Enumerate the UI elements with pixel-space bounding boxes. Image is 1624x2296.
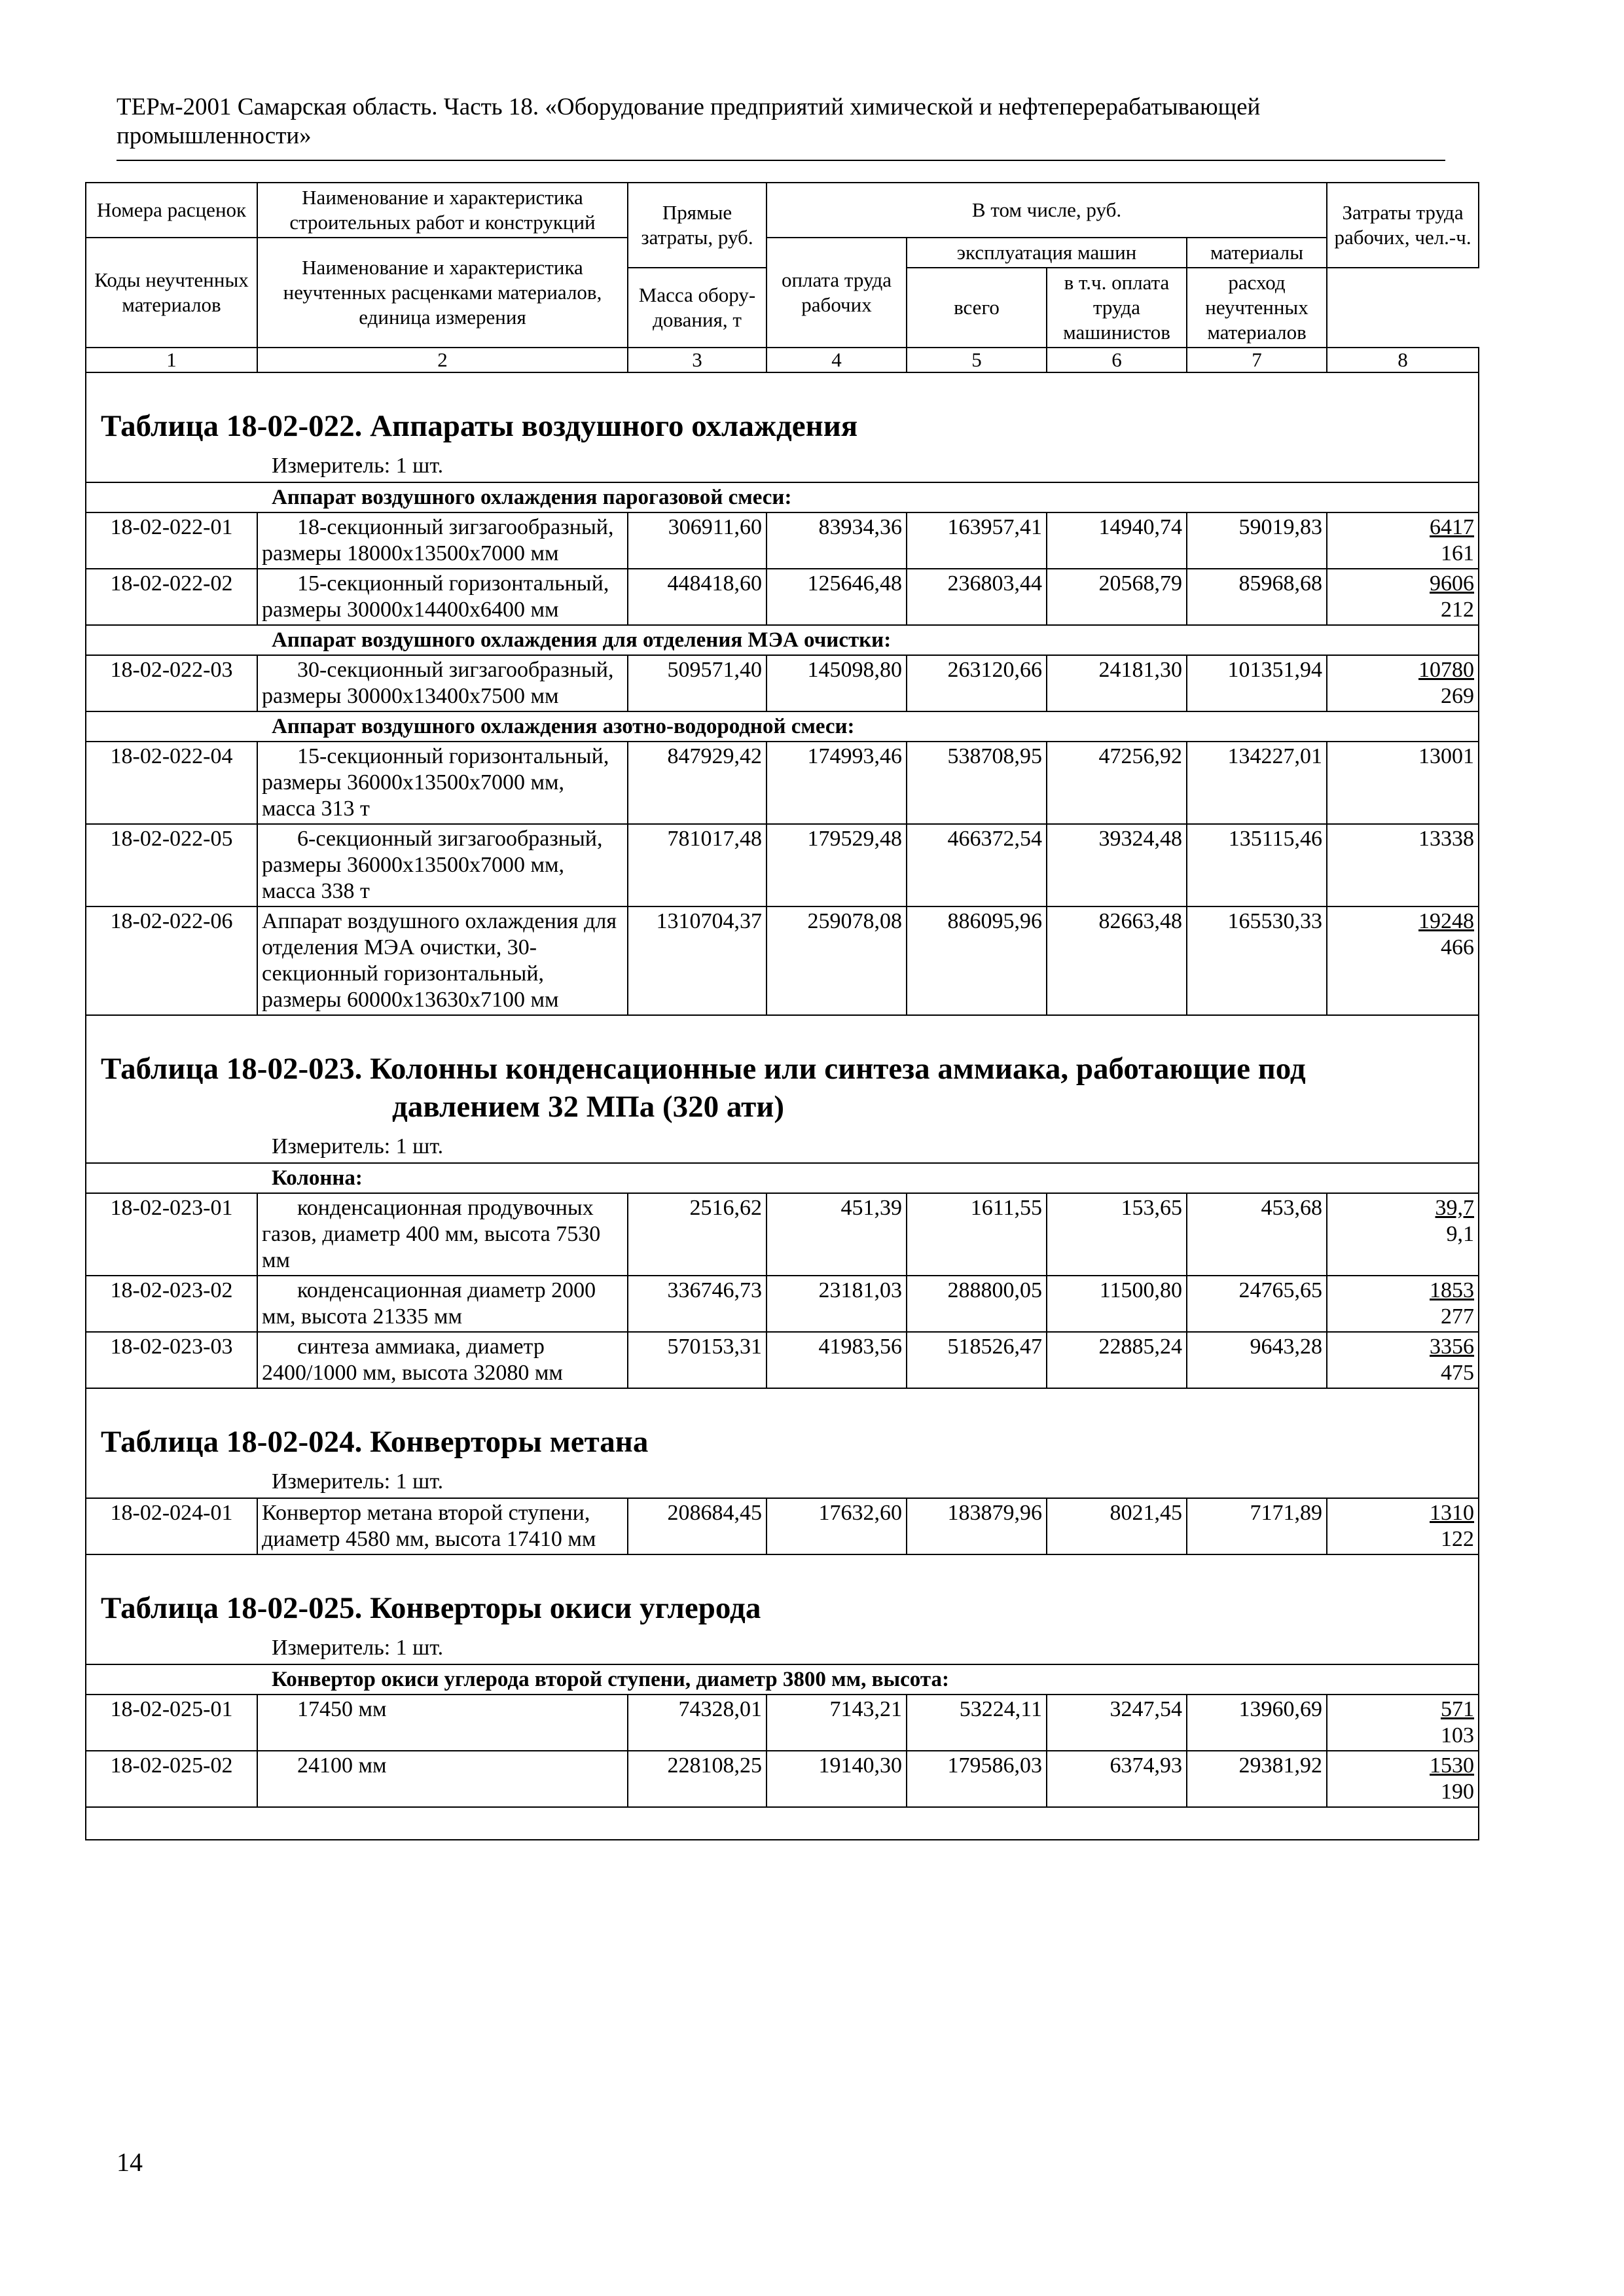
- rate-name-text: конденсационная диаметр 2000 мм, высота 21335 мм: [262, 1278, 596, 1329]
- rate-name: [257, 906, 628, 1015]
- price-table: [85, 182, 1479, 1840]
- table-row: [86, 569, 1479, 625]
- machines-total: 163957,41: [907, 512, 1047, 569]
- table-row: [86, 1498, 1479, 1554]
- operators-pay: 47256,92: [1047, 742, 1187, 824]
- equipment-mass: 466: [1441, 935, 1475, 960]
- document-title: ТЕРм-2001 Самарская область. Часть 18. «Оборудование предприятий химической и нефтеперерабатывающей: [117, 94, 1261, 120]
- operators-pay: 14940,74: [1047, 512, 1187, 569]
- machines-total: 183879,96: [907, 1498, 1047, 1554]
- table-row: [86, 512, 1479, 569]
- machines-total: 53224,11: [907, 1695, 1047, 1751]
- labor-hours-cell: [1327, 1332, 1479, 1388]
- group-caption: Конвертор окиси углерода второй ступени, диаметр 3800 мм, высота:: [86, 1664, 1479, 1695]
- rate-name: [257, 1193, 628, 1276]
- equipment-mass: 269: [1441, 684, 1475, 708]
- labor-hours-cell: [1327, 1498, 1479, 1554]
- col-machines: эксплуатация машин: [907, 238, 1187, 268]
- rate-name-text: 18-секционный зигзагообразный, размеры 18000x13500x7000 мм: [262, 515, 614, 565]
- labor-pay: 145098,80: [767, 655, 907, 711]
- col-number: 3: [628, 348, 767, 372]
- col-labor-hours: Затраты труда рабочих, чел.-ч.: [1327, 183, 1479, 268]
- table-row: [86, 824, 1479, 906]
- col-operators-pay: в т.ч. оплата труда машинистов: [1047, 268, 1187, 348]
- direct-costs: 570153,31: [628, 1332, 767, 1388]
- rate-code: 18-02-025-01: [86, 1695, 257, 1751]
- col-including: В том числе, руб.: [767, 183, 1327, 238]
- unit-row: [86, 1466, 1479, 1498]
- rate-name-text: 17450 мм: [297, 1697, 387, 1721]
- col-number: 4: [767, 348, 907, 372]
- group-caption-row: [86, 1163, 1479, 1193]
- table-end-spacer: [86, 1807, 1479, 1840]
- rate-name-text: Аппарат воздушного охлаждения для отделения МЭА очистки, 30-секционный горизонтальный, размеры 60000x13630x7100 мм: [262, 909, 617, 1012]
- labor-pay: 19140,30: [767, 1751, 907, 1807]
- unit-label: Измеритель: 1 шт.: [86, 450, 1479, 482]
- equipment-mass: 475: [1441, 1361, 1475, 1385]
- rate-name: [257, 1332, 628, 1388]
- group-caption-row: [86, 711, 1479, 742]
- machines-total: 538708,95: [907, 742, 1047, 824]
- direct-costs: 1310704,37: [628, 906, 767, 1015]
- rate-name-text: синтеза аммиака, диаметр 2400/1000 мм, высота 32080 мм: [262, 1335, 563, 1385]
- labor-hours-cell: [1327, 906, 1479, 1015]
- table-title-row: [86, 372, 1479, 450]
- group-caption-row: [86, 625, 1479, 655]
- direct-costs: 306911,60: [628, 512, 767, 569]
- operators-pay: 6374,93: [1047, 1751, 1187, 1807]
- table-row: [86, 655, 1479, 711]
- rate-code: 18-02-023-02: [86, 1276, 257, 1332]
- table-title: [86, 1388, 1479, 1466]
- labor-hours: 1853: [1430, 1278, 1475, 1302]
- table-title-line: Таблица 18-02-024. Конверторы метана: [101, 1425, 649, 1459]
- rate-name: [257, 1751, 628, 1807]
- rate-name-text: конденсационная продувочных газов, диаметр 400 мм, высота 7530 мм: [262, 1196, 601, 1272]
- table-row: [86, 1276, 1479, 1332]
- materials-cost: 101351,94: [1187, 655, 1327, 711]
- table-row: [86, 1695, 1479, 1751]
- table-title: [86, 1554, 1479, 1632]
- direct-costs: 509571,40: [628, 655, 767, 711]
- labor-pay: 7143,21: [767, 1695, 907, 1751]
- materials-cost: 29381,92: [1187, 1751, 1327, 1807]
- rate-name: [257, 512, 628, 569]
- col-number: 1: [86, 348, 257, 372]
- unit-row: [86, 450, 1479, 482]
- table-title: [86, 372, 1479, 450]
- operators-pay: 11500,80: [1047, 1276, 1187, 1332]
- direct-costs: 228108,25: [628, 1751, 767, 1807]
- col-rate-numbers: Номера расценок: [86, 183, 257, 238]
- rate-name-text: Конвертор метана второй ступени, диаметр 4580 мм, высота 17410 мм: [262, 1501, 596, 1551]
- operators-pay: 24181,30: [1047, 655, 1187, 711]
- labor-hours-cell: [1327, 742, 1479, 824]
- direct-costs: 847929,42: [628, 742, 767, 824]
- table-title-line: Таблица 18-02-022. Аппараты воздушного охлаждения: [101, 409, 858, 443]
- direct-costs: 448418,60: [628, 569, 767, 625]
- equipment-mass: 277: [1441, 1304, 1475, 1329]
- table-end-spacer-cell: [86, 1807, 1479, 1840]
- machines-total: 236803,44: [907, 569, 1047, 625]
- table-title-line: Таблица 18-02-025. Конверторы окиси углерода: [101, 1591, 761, 1625]
- group-caption: Колонна:: [86, 1163, 1479, 1193]
- labor-hours-cell: [1327, 1276, 1479, 1332]
- labor-hours-cell: [1327, 655, 1479, 711]
- table-row: [86, 906, 1479, 1015]
- labor-hours: 571: [1441, 1697, 1475, 1721]
- operators-pay: 22885,24: [1047, 1332, 1187, 1388]
- labor-pay: 41983,56: [767, 1332, 907, 1388]
- col-machines-total: всего: [907, 268, 1047, 348]
- unit-row: [86, 1632, 1479, 1664]
- rate-name-text: 24100 мм: [297, 1753, 387, 1778]
- labor-pay: 451,39: [767, 1193, 907, 1276]
- machines-total: 1611,55: [907, 1193, 1047, 1276]
- labor-pay: 179529,48: [767, 824, 907, 906]
- labor-hours: 6417: [1430, 515, 1475, 539]
- operators-pay: 153,65: [1047, 1193, 1187, 1276]
- header-rule: [117, 160, 1445, 161]
- materials-cost: 134227,01: [1187, 742, 1327, 824]
- operators-pay: 82663,48: [1047, 906, 1187, 1015]
- rate-code: 18-02-023-03: [86, 1332, 257, 1388]
- table-row: [86, 1751, 1479, 1807]
- materials-cost: 165530,33: [1187, 906, 1327, 1015]
- unit-label: Измеритель: 1 шт.: [86, 1131, 1479, 1163]
- labor-hours: 39,7: [1435, 1196, 1475, 1220]
- materials-cost: 9643,28: [1187, 1332, 1327, 1388]
- unit-row: [86, 1131, 1479, 1163]
- rate-code: 18-02-022-03: [86, 655, 257, 711]
- labor-hours: 13338: [1418, 827, 1475, 851]
- operators-pay: 8021,45: [1047, 1498, 1187, 1554]
- labor-pay: 83934,36: [767, 512, 907, 569]
- rate-name: [257, 1695, 628, 1751]
- rate-name-text: 6-секционный зигзагообразный, размеры 36000x13500x7000 мм, масса 338 т: [262, 827, 603, 903]
- group-caption-row: [86, 482, 1479, 512]
- rate-name: [257, 1276, 628, 1332]
- rate-code: 18-02-025-02: [86, 1751, 257, 1807]
- col-direct-costs: Прямые затраты, руб.: [628, 183, 767, 268]
- labor-hours: 13001: [1418, 744, 1475, 768]
- col-materials: материалы: [1187, 238, 1327, 268]
- col-number: 8: [1327, 348, 1479, 372]
- group-caption: Аппарат воздушного охлаждения парогазовой смеси:: [86, 482, 1479, 512]
- table-title-line: давлением 32 МПа (320 ати): [392, 1090, 784, 1124]
- equipment-mass: 190: [1441, 1780, 1475, 1804]
- labor-hours-cell: [1327, 824, 1479, 906]
- labor-pay: 259078,08: [767, 906, 907, 1015]
- labor-hours-cell: [1327, 1695, 1479, 1751]
- equipment-mass: 103: [1441, 1723, 1475, 1748]
- equipment-mass: 9,1: [1446, 1222, 1475, 1246]
- labor-hours: 9606: [1430, 571, 1475, 596]
- materials-cost: 135115,46: [1187, 824, 1327, 906]
- group-caption: Аппарат воздушного охлаждения азотно-водородной смеси:: [86, 711, 1479, 742]
- table-title-row: [86, 1015, 1479, 1131]
- rate-code: 18-02-023-01: [86, 1193, 257, 1276]
- direct-costs: 781017,48: [628, 824, 767, 906]
- table-title-row: [86, 1554, 1479, 1632]
- col-labor-pay: оплата труда рабочих: [767, 238, 907, 348]
- col-number: 2: [257, 348, 628, 372]
- rate-code: 18-02-024-01: [86, 1498, 257, 1554]
- machines-total: 518526,47: [907, 1332, 1047, 1388]
- unit-label: Измеритель: 1 шт.: [86, 1466, 1479, 1498]
- col-work-name: Наименование и характеристика строительных работ и конструкций: [257, 183, 628, 238]
- unit-label: Измеритель: 1 шт.: [86, 1632, 1479, 1664]
- group-caption: Аппарат воздушного охлаждения для отделения МЭА очистки:: [86, 625, 1479, 655]
- operators-pay: 20568,79: [1047, 569, 1187, 625]
- materials-cost: 7171,89: [1187, 1498, 1327, 1554]
- rate-name-text: 15-секционный горизонтальный, размеры 30000x14400x6400 мм: [262, 571, 609, 622]
- rate-name: [257, 824, 628, 906]
- col-number: 7: [1187, 348, 1327, 372]
- col-number: 5: [907, 348, 1047, 372]
- machines-total: 288800,05: [907, 1276, 1047, 1332]
- operators-pay: 3247,54: [1047, 1695, 1187, 1751]
- equipment-mass: 212: [1441, 598, 1475, 622]
- labor-hours: 10780: [1418, 658, 1475, 682]
- rate-code: 18-02-022-06: [86, 906, 257, 1015]
- direct-costs: 74328,01: [628, 1695, 767, 1751]
- labor-hours: 19248: [1418, 909, 1475, 933]
- labor-hours: 1530: [1430, 1753, 1475, 1778]
- rate-name: [257, 569, 628, 625]
- machines-total: 886095,96: [907, 906, 1047, 1015]
- labor-hours: 3356: [1430, 1335, 1475, 1359]
- machines-total: 179586,03: [907, 1751, 1047, 1807]
- rate-name: [257, 742, 628, 824]
- col-number: 6: [1047, 348, 1187, 372]
- labor-hours-cell: [1327, 1751, 1479, 1807]
- rate-code: 18-02-022-05: [86, 824, 257, 906]
- table-row: [86, 1193, 1479, 1276]
- document-title-line2: промышленности»: [117, 122, 312, 149]
- page-header: [117, 93, 1445, 151]
- machines-total: 466372,54: [907, 824, 1047, 906]
- labor-pay: 125646,48: [767, 569, 907, 625]
- group-caption-row: [86, 1664, 1479, 1695]
- labor-pay: 17632,60: [767, 1498, 907, 1554]
- equipment-mass: 122: [1441, 1527, 1475, 1551]
- rate-code: 18-02-022-04: [86, 742, 257, 824]
- labor-hours-cell: [1327, 569, 1479, 625]
- rate-name: [257, 1498, 628, 1554]
- table-row: [86, 1332, 1479, 1388]
- rate-name-text: 15-секционный горизонтальный, размеры 36000x13500x7000 мм, масса 313 т: [262, 744, 609, 821]
- labor-hours-cell: [1327, 1193, 1479, 1276]
- rate-name-text: 30-секционный зигзагообразный, размеры 30000x13400x7500 мм: [262, 658, 614, 708]
- operators-pay: 39324,48: [1047, 824, 1187, 906]
- labor-hours: 1310: [1430, 1501, 1475, 1525]
- direct-costs: 2516,62: [628, 1193, 767, 1276]
- rate-name: [257, 655, 628, 711]
- equipment-mass: 161: [1441, 541, 1475, 565]
- page-number: 14: [117, 2147, 143, 2177]
- rate-code: 18-02-022-02: [86, 569, 257, 625]
- rate-code: 18-02-022-01: [86, 512, 257, 569]
- direct-costs: 336746,73: [628, 1276, 767, 1332]
- col-material-name: Наименование и характеристика неучтенных расценками материалов, единица измерения: [257, 238, 628, 348]
- labor-pay: 174993,46: [767, 742, 907, 824]
- table-row: [86, 742, 1479, 824]
- table-title-line: Таблица 18-02-023. Колонны конденсационные или синтеза аммиака, работающие под: [101, 1052, 1306, 1086]
- col-material-codes: Коды неучтенных материалов: [86, 238, 257, 348]
- col-equipment-mass: Масса обору-дования, т: [628, 268, 767, 348]
- labor-hours-cell: [1327, 512, 1479, 569]
- labor-pay: 23181,03: [767, 1276, 907, 1332]
- materials-cost: 453,68: [1187, 1193, 1327, 1276]
- col-unaccounted-materials: расход неучтенных материалов: [1187, 268, 1327, 348]
- materials-cost: 85968,68: [1187, 569, 1327, 625]
- machines-total: 263120,66: [907, 655, 1047, 711]
- table-title-row: [86, 1388, 1479, 1466]
- materials-cost: 24765,65: [1187, 1276, 1327, 1332]
- materials-cost: 59019,83: [1187, 512, 1327, 569]
- direct-costs: 208684,45: [628, 1498, 767, 1554]
- table-title: [86, 1015, 1479, 1131]
- materials-cost: 13960,69: [1187, 1695, 1327, 1751]
